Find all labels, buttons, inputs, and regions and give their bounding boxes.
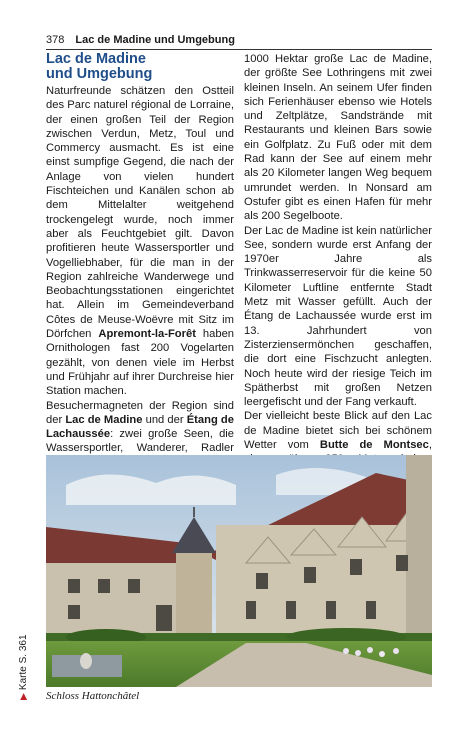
left-p1-text: Naturfreunde schätzen den Ostteil des Parc naturel régional de Lorraine, der einen großen Teil der Region zwischen Verdun, Metz, Toul und Commercy ausmacht. Es ist eine einst sumpfige Gegend, die nach der Anlage von vielen hundert Fischteichen und Kanälen schon ab dem Mittelalter weitgehend trockengelegt wurde, noch immer aber als Feuchtgebiet gilt. Davon profitieren heute Wassersportler und Vogelliebhaber, für die man in der Region zahlreiche Wanderwege und Beobachtungsstationen eingerichtet hat. Allein im Gemeindeverband Côtes de Meuse-Woëvre mit Sitz im Dörfchen bbox=[46, 85, 234, 341]
place-etang-de-lachaussee: Étang de Lachaussée bbox=[46, 413, 234, 441]
castle-photo bbox=[46, 455, 432, 687]
right-paragraph-1: 1000 Hektar große Lac de Madine, der größte See Lothringens mit zwei kleinen Inseln. An seinem Ufer finden sich Ferienhäuser ebenso wie Hotels und Zeltplätze, Sandstrände mit Restaurants und kleinen Bars sowie ein Golfplatz. Zu Fuß oder mit dem Rad kann der See auf einem mehr als 20 Kilometer langen Weg bequem umrundet werden. In Nonsard am Ostufer gibt es einen Hafen für mehr als 200 Segelboote. bbox=[244, 53, 432, 223]
right-column bbox=[244, 52, 432, 510]
map-reference[interactable] bbox=[18, 634, 29, 700]
left-p2-start: Besuchermagneten der Region sind der bbox=[46, 399, 234, 426]
left-p2-end: : zwei große Seen, die Wassersportler, Wanderer, Radler bbox=[46, 428, 234, 455]
running-title: Lac de Madine und Umgebung bbox=[75, 34, 235, 46]
left-p1-end: haben Ornithologen fast 200 Vogelarten gezählt, von denen viele im Herbst und Frühjahr auf ihrer Durchreise hier Station machen. bbox=[46, 328, 235, 398]
article-title bbox=[46, 52, 234, 82]
place-apremont: Apremont-la-Forêt bbox=[98, 328, 196, 341]
article-title-line-2: und Umgebung bbox=[46, 66, 153, 82]
map-reference-text: Karte S. 361 bbox=[18, 634, 29, 691]
photo-caption: Schloss Hattonchâtel bbox=[46, 690, 140, 702]
right-paragraph-2: Der Lac de Madine ist kein natürlicher See, sondern wurde erst Anfang der 1970er Jahre als Trinkwasserreservoir für die keine 50 Kilometer Luftline entfernte Stadt Metz mit Wasser gefüllt. Auch der Étang de Lachaussée wurde erst im 13. Jahrhundert von Zisterziensermönchen geschaffen, die dort eine Fischzucht anlegten. Noch heute wird der riesige Teich im Spätherbst mit großen Netzen leergefischt und der Fang verkauft. bbox=[244, 224, 432, 409]
map-marker-icon: ▶ bbox=[18, 693, 28, 700]
running-header bbox=[46, 33, 432, 50]
place-butte-de-montsec: Butte de Montsec bbox=[319, 439, 429, 452]
article-title-line-1: Lac de Madine bbox=[46, 51, 146, 67]
page-number: 378 bbox=[46, 34, 65, 46]
right-p3-start: Der vielleicht beste Blick auf den Lac de Madine bietet sich bei schönem Wetter vom bbox=[244, 410, 432, 452]
left-p2-mid: und der bbox=[142, 413, 187, 426]
left-column bbox=[46, 52, 234, 513]
place-lac-de-madine: Lac de Madine bbox=[65, 413, 143, 426]
left-paragraph-1 bbox=[46, 84, 234, 399]
castle-illustration bbox=[46, 455, 432, 687]
right-p3-end: , bbox=[428, 439, 432, 452]
